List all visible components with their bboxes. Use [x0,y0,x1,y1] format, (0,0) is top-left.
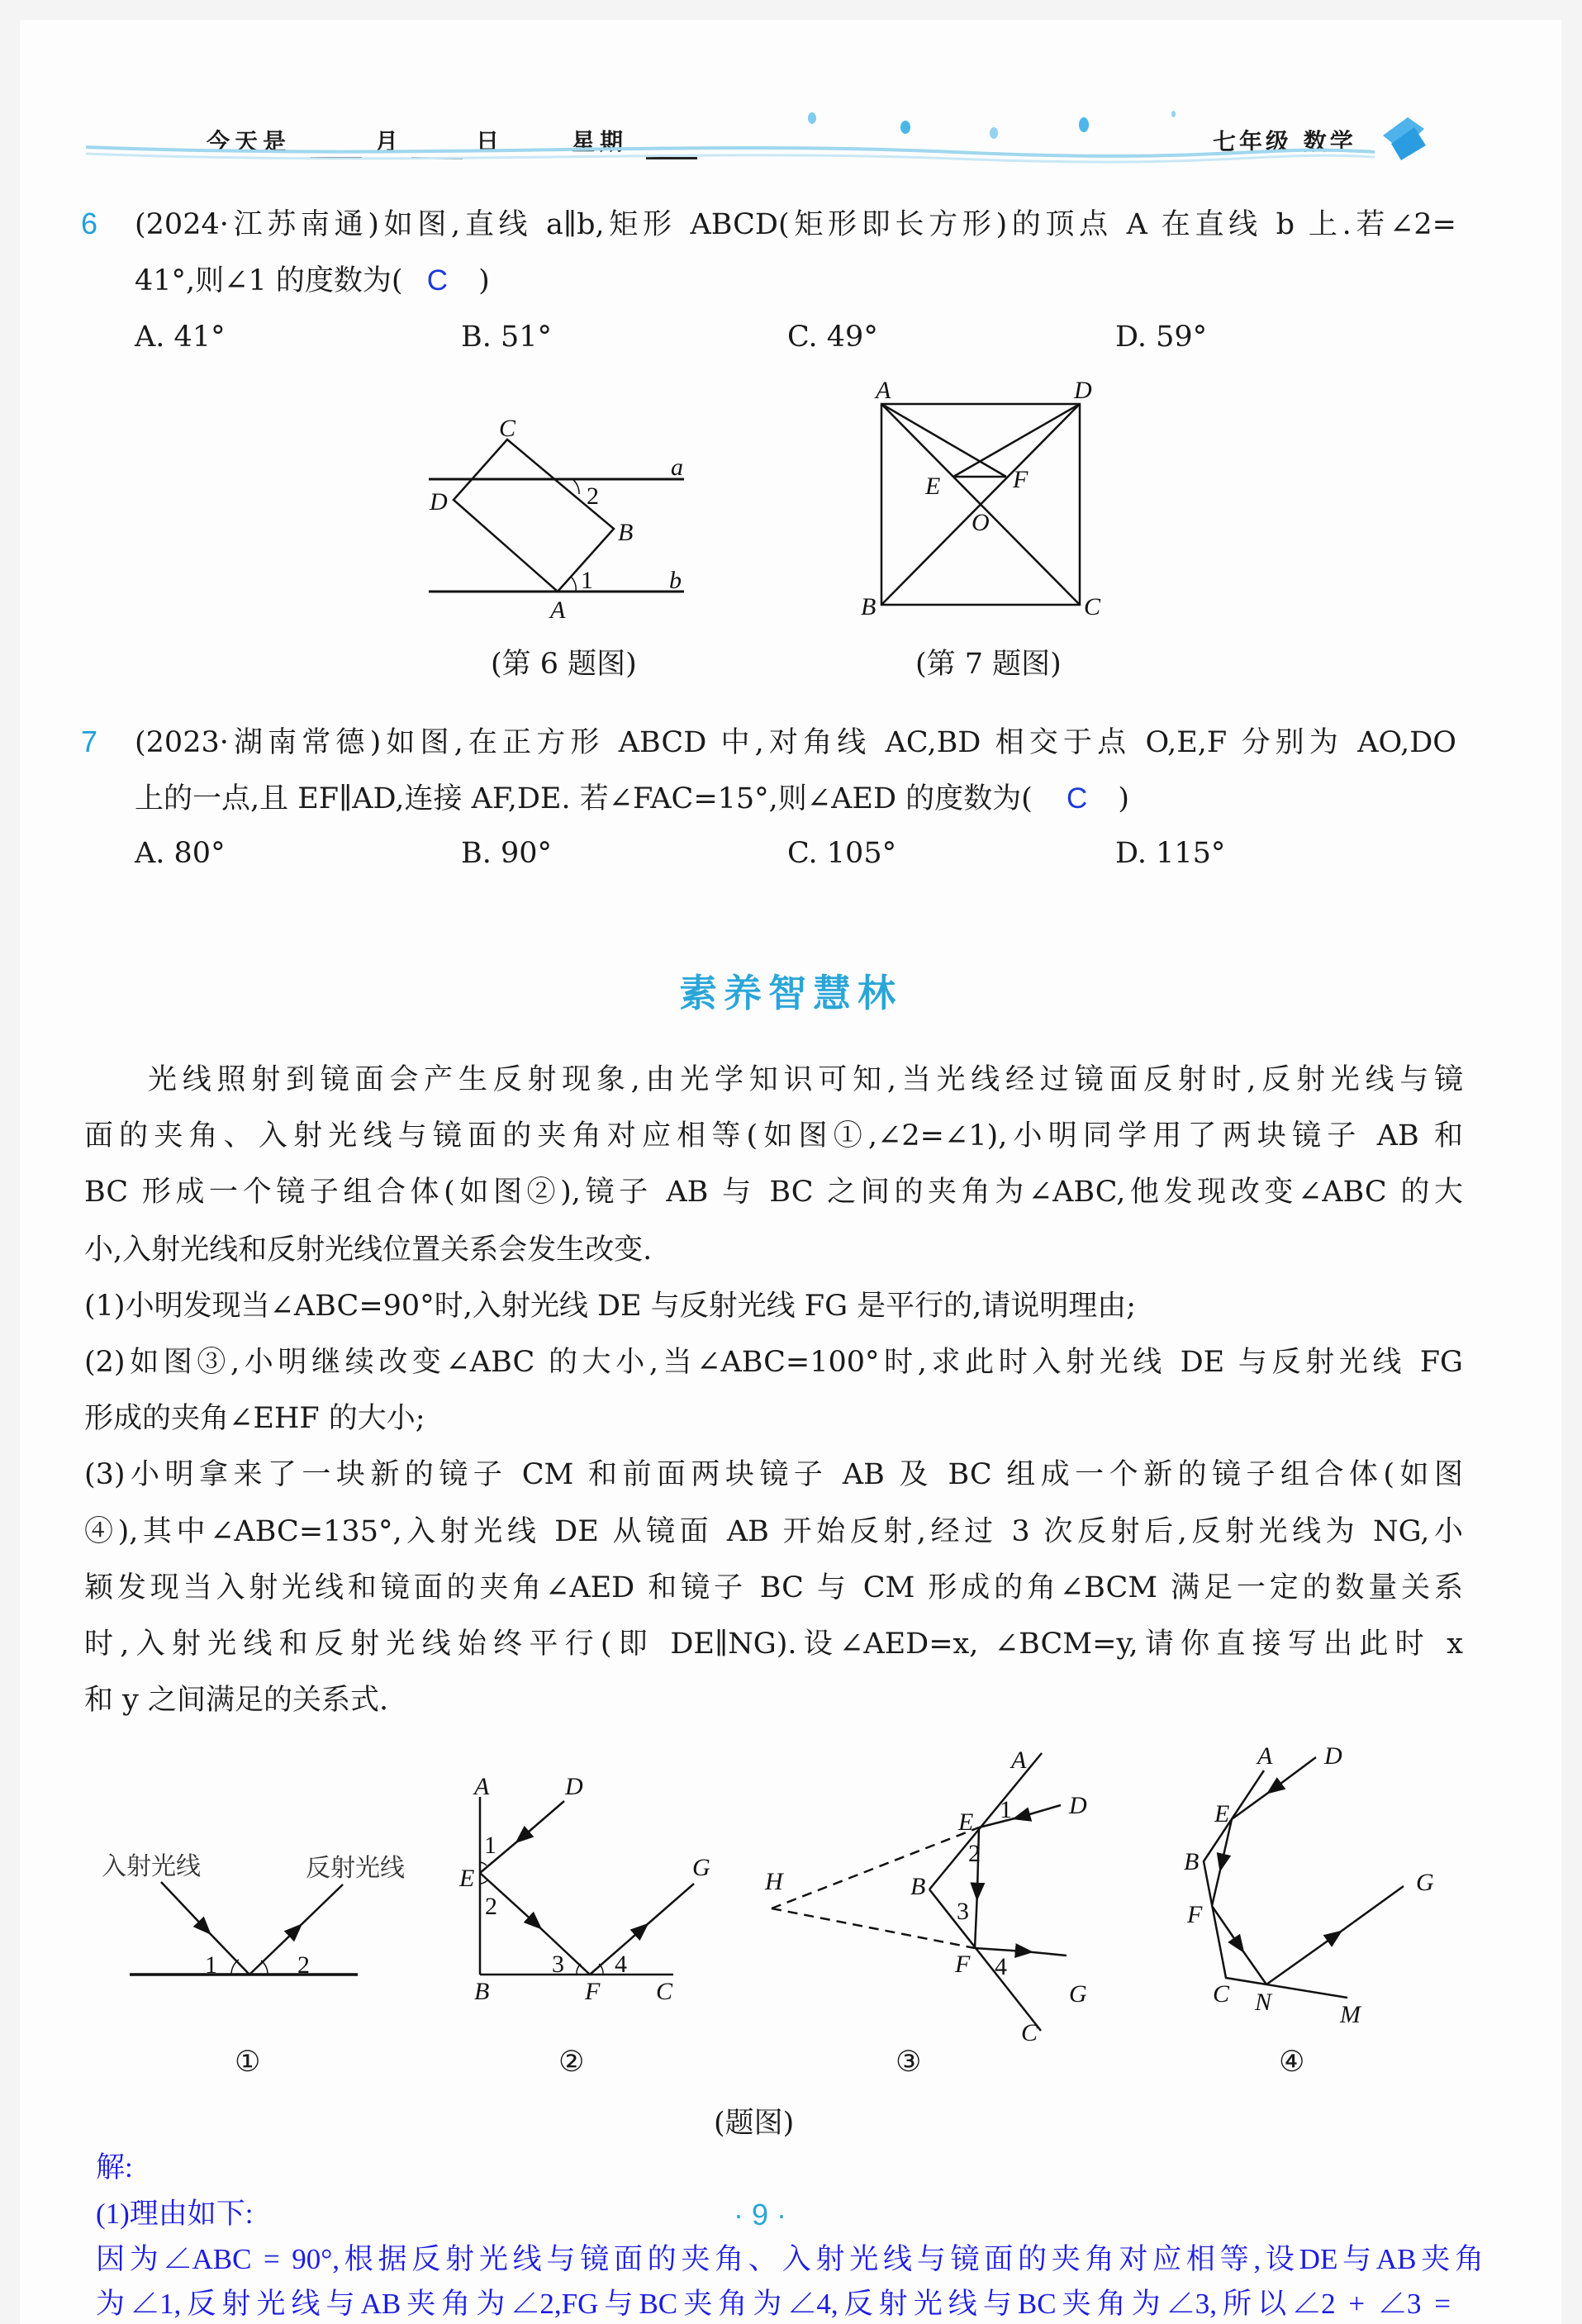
problem-line: (1)小明发现当∠ABC=90°时,入射光线 DE 与反射光线 FG 是平行的,请说明理由; [84,1290,1137,1323]
problem-line: 颖发现当入射光线和镜面的夹角∠AED 和镜子 BC 与 CM 形成的角∠BCM 满足一定的数量关系 [84,1571,1463,1604]
svg-text:A: A [876,377,891,404]
question-6-option-b: B. 51° [461,321,553,354]
svg-text:B: B [1184,1848,1200,1875]
figure-q7-caption: (第 7 题图) [915,648,1062,681]
problem-line: 面的夹角、入射光线与镜面的夹角对应相等(如图①,∠2=∠1),小明同学用了两块镜子 AB 和 [84,1119,1463,1152]
header-today-label: 今天是 [207,128,292,155]
svg-text:B: B [618,519,634,546]
question-6-answer: C [426,264,448,297]
question-6-text-line1: (2024·江苏南通)如图,直线 a∥b,矩形 ABCD(矩形即长方形)的顶点 A 在直线 b 上.若∠2= [135,208,1456,241]
svg-text:E: E [459,1865,475,1892]
svg-text:C: C [499,415,516,442]
header-day-label: 日 [476,128,505,155]
problem-line: 形成的夹角∠EHF 的大小; [84,1402,425,1435]
question-7-number: 7 [81,725,98,758]
svg-text:2: 2 [297,1951,310,1979]
question-7-answer: C [1066,782,1088,815]
svg-text:F: F [1187,1901,1203,1928]
svg-text:4: 4 [615,1951,627,1978]
page-number: · 9 · [734,2198,787,2231]
figure-3-number: ③ [896,2046,922,2079]
svg-text:E: E [925,473,941,500]
header-weekday-label: 星期 [572,128,629,155]
svg-text:O: O [972,509,990,536]
svg-text:N: N [1255,1989,1272,2016]
svg-text:G: G [1069,1980,1087,2008]
question-6-option-d: D. 59° [1115,321,1208,354]
svg-text:C: C [1021,2019,1038,2046]
page [20,20,1561,2324]
svg-text:C: C [656,1978,673,2005]
svg-text:F: F [585,1978,601,2005]
svg-text:4: 4 [995,1953,1007,1980]
problem-line: 光线照射到镜面会产生反射现象,由光学知识可知,当光线经过镜面反射时,反射光线与镜 [148,1063,1463,1096]
svg-text:A: A [474,1773,490,1800]
header-subject: 七年级 数学 [1213,128,1356,155]
svg-text:A: A [550,596,566,624]
svg-text:B: B [861,593,877,620]
figure-4-labels [1184,1742,1434,2028]
question-6-close: ) [478,264,490,297]
svg-text:D: D [1324,1742,1342,1770]
problem-figure-caption: (题图) [714,2107,795,2140]
section-title: 素养智慧林 [679,971,902,1015]
question-7-close: ) [1118,782,1130,815]
svg-text:D: D [1074,377,1092,404]
question-6-option-a: A. 41° [135,321,226,354]
figure-2-number: ② [558,2046,585,2079]
svg-text:a: a [671,454,683,481]
svg-text:3: 3 [552,1951,564,1978]
header-month-label: 月 [375,128,404,155]
question-7-text-line1: (2023·湖南常德)如图,在正方形 ABCD 中,对角线 AC,BD 相交于点 O,E,F 分别为 AO,DO [135,726,1456,759]
svg-text:b: b [669,567,682,594]
problem-line: 时,入射光线和反射光线始终平行(即 DE∥NG).设∠AED=x, ∠BCM=y,请你直接写出此时 x [84,1628,1463,1661]
svg-text:F: F [1013,466,1029,493]
problem-line: 和 y 之间满足的关系式. [84,1684,389,1717]
svg-text:G: G [1416,1869,1434,1896]
svg-text:C: C [1213,1980,1230,2008]
svg-text:G: G [692,1854,710,1881]
svg-text:1: 1 [581,567,593,594]
svg-text:B: B [910,1873,926,1900]
svg-text:1: 1 [205,1951,217,1979]
figure-4-number: ④ [1279,2046,1305,2079]
question-7-text: 上的一点,且 EF∥AD,连接 AF,DE. 若∠FAC=15°,则∠AED 的度数为( [135,782,1033,815]
question-7-option-d: D. 115° [1115,837,1226,870]
solution-line: 因为∠ABC = 90°,根据反射光线与镜面的夹角、入射光线与镜面的夹角对应相等,设DE与AB夹角 [96,2243,1484,2275]
svg-text:H: H [765,1868,783,1895]
svg-text:A: A [1011,1747,1027,1774]
svg-text:F: F [955,1951,971,1978]
solution-line: 为∠1,反射光线与AB夹角为∠2,FG与BC夹角为∠4,反射光线与BC夹角为∠3,所以∠2 + ∠3 = [96,2288,1451,2320]
svg-text:2: 2 [968,1840,981,1867]
figure-2-diagram [480,1797,694,1975]
question-7-option-a: A. 80° [135,837,226,870]
svg-text:D: D [1069,1792,1087,1819]
svg-text:1: 1 [1000,1796,1012,1823]
problem-line: ④),其中∠ABC=135°,入射光线 DE 从镜面 AB 开始反射,经过 3 次反射后,反射光线为 NG,小 [84,1515,1463,1548]
solution-line: (1)理由如下: [96,2198,254,2230]
svg-text:M: M [1340,2001,1361,2028]
solution-line: 解: [96,2151,133,2184]
svg-text:3: 3 [957,1898,969,1925]
figure-3-labels [764,1747,1087,2046]
figure-1-number: ① [235,2046,261,2079]
svg-text:E: E [1214,1800,1230,1827]
problem-line: BC 形成一个镜子组合体(如图②),镜子 AB 与 BC 之间的夹角为∠ABC,他发现改变∠ABC 的大 [84,1176,1463,1209]
svg-text:D: D [430,488,448,516]
question-6-option-c: C. 49° [787,321,878,354]
reflected-ray-label: 反射光线 [306,1854,405,1883]
svg-text:E: E [958,1808,974,1836]
svg-text:D: D [565,1773,583,1800]
svg-text:A: A [1257,1742,1273,1770]
question-7-option-b: B. 90° [461,837,553,870]
svg-text:2: 2 [587,482,599,510]
svg-text:C: C [1084,593,1101,620]
problem-line: 小,入射光线和反射光线位置关系会发生改变. [84,1233,653,1267]
question-6-number: 6 [81,207,98,240]
reflected-ray [249,1884,343,1975]
incident-ray-label: 入射光线 [102,1852,201,1881]
svg-text:2: 2 [485,1893,497,1920]
figure-4-diagram [1204,1757,1404,1998]
svg-text:1: 1 [484,1832,496,1859]
problem-line: (3)小明拿来了一块新的镜子 CM 和前面两块镜子 AB 及 BC 组成一个新的镜子组合体(如图 [84,1458,1463,1491]
figure-1-diagram [130,1882,358,1975]
question-7-option-c: C. 105° [787,837,897,870]
problem-line: (2)如图③,小明继续改变∠ABC 的大小,当∠ABC=100°时,求此时入射光线 DE 与反射光线 FG [84,1346,1463,1379]
figure-q6-caption: (第 6 题图) [491,648,637,681]
svg-text:B: B [474,1978,490,2005]
question-6-text: 41°,则∠1 的度数为( [135,264,403,297]
